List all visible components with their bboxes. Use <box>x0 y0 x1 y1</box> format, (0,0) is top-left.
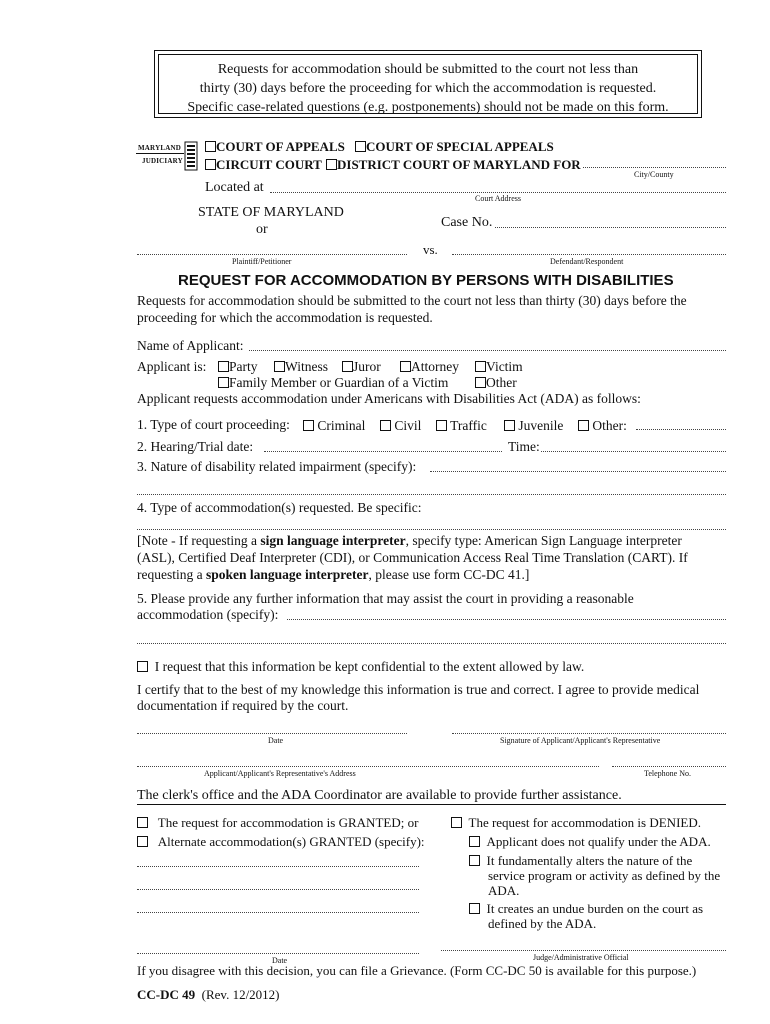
applicant-signature-field[interactable] <box>452 733 726 734</box>
confidential-label: I request that this information be kept confidential to the extent allowed by law. <box>154 659 585 674</box>
defendant-caption: Defendant/Respondent <box>550 257 624 266</box>
applicant-date-field[interactable] <box>137 733 407 734</box>
alternate-field-2[interactable] <box>137 889 419 890</box>
notice-line-3: Specific case-related questions (e.g. postponements) should not be made on this form. <box>187 100 669 115</box>
traffic-checkbox[interactable] <box>436 420 447 431</box>
logo-line-2: JUDICIARY <box>142 157 183 165</box>
certify-line-1: I certify that to the best of my knowledge this information is true and correct. I agree to provide medical <box>137 682 700 697</box>
located-at-label: Located at <box>205 180 264 195</box>
form-revision: (Rev. 12/2012) <box>201 987 280 1002</box>
decision-date-field[interactable] <box>137 953 419 954</box>
court-appeals-checkbox[interactable] <box>205 141 216 152</box>
applicant-date-caption: Date <box>268 736 284 745</box>
note-line-1 <box>137 533 682 549</box>
vs-label: vs. <box>423 242 438 257</box>
decision-date-caption: Date <box>272 956 288 965</box>
civil-option[interactable] <box>380 418 421 434</box>
not-qualify-checkbox[interactable] <box>469 836 480 847</box>
notice-box-inner <box>158 54 698 114</box>
party-option[interactable] <box>218 359 258 375</box>
juror-option[interactable] <box>342 359 381 375</box>
party-label: Party <box>229 359 258 374</box>
witness-label: Witness <box>285 359 328 374</box>
civil-label: Civil <box>394 418 422 433</box>
accommodation-type-field[interactable] <box>137 529 726 530</box>
court-appeals-label: COURT OF APPEALS <box>216 139 345 154</box>
attorney-option[interactable] <box>400 359 459 375</box>
disability-nature-field[interactable] <box>430 471 726 472</box>
note-text-3: requesting a <box>137 567 206 582</box>
district-court-option[interactable] <box>326 157 581 173</box>
circuit-court-option[interactable] <box>205 157 322 173</box>
party-checkbox[interactable] <box>218 361 229 372</box>
certify-line-2: documentation if required by the court. <box>137 698 349 713</box>
name-of-applicant-field[interactable] <box>249 350 726 351</box>
notice-line-2: thirty (30) days before the proceeding for which the accommodation is requested. <box>199 81 657 96</box>
proceeding-type-label: 1. Type of court proceeding: <box>137 417 290 432</box>
denied-option[interactable] <box>451 815 701 831</box>
note-line-2: (ASL), Certified Deaf Interpreter (CDI), or Communication Access Real Time Translation (CART). If <box>137 550 688 565</box>
victim-checkbox[interactable] <box>475 361 486 372</box>
burden-checkbox[interactable] <box>469 903 480 914</box>
clerk-assistance-text: The clerk's office and the ADA Coordinator are available to provide further assistance. <box>137 788 622 803</box>
further-info-field[interactable] <box>287 619 726 620</box>
form-title: REQUEST FOR ACCOMMODATION BY PERSONS WITH DISABILITIES <box>178 272 674 289</box>
civil-checkbox[interactable] <box>380 420 391 431</box>
traffic-label: Traffic <box>450 418 487 433</box>
witness-option[interactable] <box>274 359 328 375</box>
state-of-maryland-label: STATE OF MARYLAND <box>198 205 344 220</box>
intro-line-2: proceeding for which the accommodation is requested. <box>137 310 433 325</box>
burden-label-1: It creates an undue burden on the court as <box>486 901 704 916</box>
burden-option[interactable] <box>469 901 703 917</box>
notice-line-1: Requests for accommodation should be submitted to the court not less than <box>217 62 639 77</box>
other-proceeding-field[interactable] <box>636 429 726 430</box>
note-text-4: , please use form CC-DC 41.] <box>368 567 530 582</box>
denied-label: The request for accommodation is DENIED. <box>468 815 701 830</box>
accommodation-type-label: 4. Type of accommodation(s) requested. Be specific: <box>137 500 422 515</box>
family-member-checkbox[interactable] <box>218 377 229 388</box>
family-member-label: Family Member or Guardian of a Victim <box>229 375 449 390</box>
circuit-court-checkbox[interactable] <box>205 159 216 170</box>
note-line-3 <box>137 567 529 583</box>
intro-line-1: Requests for accommodation should be submitted to the court not less than thirty (30) days before the <box>137 293 687 308</box>
notice-box <box>154 50 702 118</box>
circuit-court-label: CIRCUIT COURT <box>216 157 322 172</box>
other-applicant-option[interactable] <box>475 375 517 391</box>
court-special-appeals-label: COURT OF SPECIAL APPEALS <box>366 139 554 154</box>
judge-signature-field[interactable] <box>441 950 726 951</box>
district-court-label: DISTRICT COURT OF MARYLAND FOR <box>337 157 581 172</box>
disability-nature-field-2[interactable] <box>137 494 726 495</box>
other-applicant-checkbox[interactable] <box>475 377 486 388</box>
city-county-caption: City/County <box>634 170 674 179</box>
denied-checkbox[interactable] <box>451 817 462 828</box>
district-court-checkbox[interactable] <box>326 159 337 170</box>
juror-label: Juror <box>353 359 381 374</box>
grievance-text: If you disagree with this decision, you can file a Grievance. (Form CC-DC 50 is available for this purpose.) <box>137 963 697 978</box>
defendant-field[interactable] <box>452 254 726 255</box>
court-special-appeals-option[interactable] <box>355 139 554 155</box>
confidential-option[interactable] <box>137 659 584 675</box>
not-qualify-label: Applicant does not qualify under the ADA. <box>486 834 711 849</box>
criminal-label: Criminal <box>317 418 366 433</box>
time-field[interactable] <box>541 451 726 452</box>
alters-label-3: ADA. <box>488 883 520 898</box>
attorney-checkbox[interactable] <box>400 361 411 372</box>
alters-label-2: service program or activity as defined by the <box>488 868 721 883</box>
note-spoken-language: spoken language interpreter <box>205 567 369 582</box>
traffic-option[interactable] <box>436 418 487 434</box>
confidential-checkbox[interactable] <box>137 661 148 672</box>
telephone-field[interactable] <box>612 766 726 767</box>
further-info-line-1: 5. Please provide any further information that may assist the court in providing a reasonable <box>137 591 634 606</box>
seal-icon <box>184 141 198 171</box>
note-text-2: , specify type: American Sign Language interpreter <box>405 533 682 548</box>
time-label: Time: <box>508 439 540 454</box>
granted-option[interactable] <box>137 815 418 831</box>
family-member-option[interactable] <box>218 375 448 391</box>
court-address-caption: Court Address <box>475 194 521 203</box>
witness-checkbox[interactable] <box>274 361 285 372</box>
note-sign-language: sign language interpreter <box>260 533 406 548</box>
hearing-date-label: 2. Hearing/Trial date: <box>137 439 254 454</box>
granted-label: The request for accommodation is GRANTED; or <box>157 815 419 830</box>
logo-line-1: MARYLAND <box>138 144 181 152</box>
alternate-checkbox[interactable] <box>137 836 148 847</box>
court-address-field[interactable] <box>270 192 726 193</box>
juvenile-option[interactable] <box>504 418 563 434</box>
note-text-1: [Note - If requesting a <box>137 533 261 548</box>
victim-label: Victim <box>486 359 523 374</box>
victim-option[interactable] <box>475 359 523 375</box>
city-county-field[interactable] <box>583 167 726 168</box>
telephone-caption: Telephone No. <box>644 769 691 778</box>
or-label: or <box>256 222 268 237</box>
further-info-field-2[interactable] <box>137 643 726 644</box>
clerk-divider <box>137 804 726 805</box>
alternate-option[interactable] <box>137 834 425 850</box>
juvenile-checkbox[interactable] <box>504 420 515 431</box>
burden-label-2: defined by the ADA. <box>488 916 597 931</box>
plaintiff-field[interactable] <box>137 254 407 255</box>
court-appeals-option[interactable] <box>205 139 345 155</box>
alternate-label: Alternate accommodation(s) GRANTED (specify): <box>157 834 425 849</box>
maryland-judiciary-logo <box>136 141 200 171</box>
applicant-is-label: Applicant is: <box>137 359 207 374</box>
applicant-address-caption: Applicant/Applicant's Representative's Address <box>204 769 356 778</box>
not-qualify-option[interactable] <box>469 834 711 850</box>
juror-checkbox[interactable] <box>342 361 353 372</box>
alternate-field-1[interactable] <box>137 866 419 867</box>
alters-option[interactable] <box>469 853 692 869</box>
disability-nature-label: 3. Nature of disability related impairment (specify): <box>137 459 417 474</box>
criminal-checkbox[interactable] <box>303 420 314 431</box>
name-of-applicant-label: Name of Applicant: <box>137 338 244 353</box>
hearing-date-field[interactable] <box>264 451 502 452</box>
case-no-label: Case No. <box>441 215 493 230</box>
form-id: CC-DC 49 <box>137 987 196 1002</box>
ada-statement: Applicant requests accommodation under Americans with Disabilities Act (ADA) as follows: <box>137 391 641 406</box>
court-special-appeals-checkbox[interactable] <box>355 141 366 152</box>
other-proceeding-label: Other: <box>592 418 627 433</box>
alters-checkbox[interactable] <box>469 855 480 866</box>
other-applicant-label: Other <box>486 375 517 390</box>
further-info-line-2: accommodation (specify): <box>137 607 279 622</box>
other-proceeding-option[interactable] <box>578 418 627 434</box>
alters-label-1: It fundamentally alters the nature of the <box>486 853 693 868</box>
judge-signature-caption: Judge/Administrative Official <box>533 953 629 962</box>
juvenile-label: Juvenile <box>518 418 564 433</box>
case-no-field[interactable] <box>495 227 726 228</box>
alternate-field-3[interactable] <box>137 912 419 913</box>
applicant-address-field[interactable] <box>137 766 599 767</box>
other-proceeding-checkbox[interactable] <box>578 420 589 431</box>
form-number <box>137 987 280 1003</box>
applicant-signature-caption: Signature of Applicant/Applicant's Representative <box>500 736 661 745</box>
attorney-label: Attorney <box>411 359 459 374</box>
plaintiff-caption: Plaintiff/Petitioner <box>232 257 292 266</box>
criminal-option[interactable] <box>303 418 365 434</box>
granted-checkbox[interactable] <box>137 817 148 828</box>
